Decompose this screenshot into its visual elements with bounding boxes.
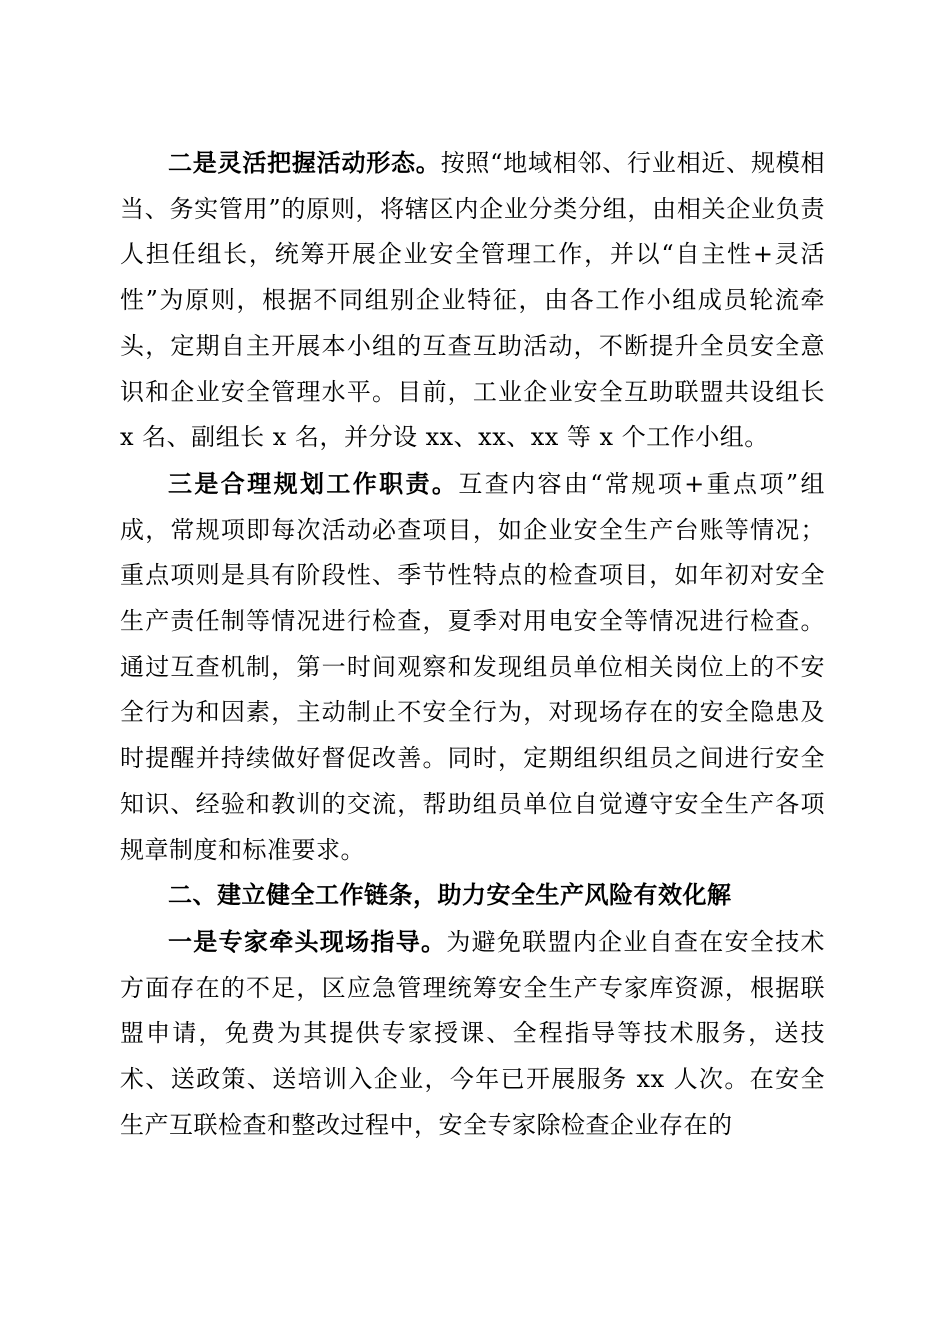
paragraph-flexible-activity-form bbox=[120, 140, 825, 461]
paragraph-lead: 三是合理规划工作职责。 bbox=[168, 468, 459, 498]
paragraph-work-responsibilities bbox=[120, 461, 825, 873]
paragraph-text: 为避免联盟内企业自查在安全技术方面存在的不足，区应急管理统筹安全生产专家库资源，根据联盟申请，免费为其提供专家授课、全程指导等技术服务，送技术、送政策、送培训入企业，今年已开展服务 xx 人次。在安全生产互联检查和整改过程中，安全专家除检查企业存在的 bbox=[120, 927, 826, 1139]
paragraph-lead: 一是专家牵头现场指导。 bbox=[168, 926, 447, 956]
paragraph-lead: 二是灵活把握活动形态。 bbox=[168, 148, 441, 177]
paragraph-text: 按照“地域相邻、行业相近、规模相当、务实管用”的原则，将辖区内企业分类分组，由相关企业负责人担任组长，统筹开展企业安全管理工作，并以“自主性+灵活性”为原则，根据不同组别企业特征，由各工作小组成员轮流牵头，定期自主开展本小组的互查互助活动，不断提升全员安全意识和企业安全管理水平。目前，工业企业安全互助联盟共设组长 x 名、副组长 x 名，并分设 xx、xx、xx 等 x 个工作小组。 bbox=[120, 149, 825, 452]
paragraph-expert-guidance bbox=[120, 919, 825, 1149]
paragraph-text: 互查内容由“常规项+重点项”组成，常规项即每次活动必查项目，如企业安全生产台账等情况；重点项则是具有阶段性、季节性特点的检查项目，如年初对安全生产责任制等情况进行检查，夏季对用电安全等情况进行检查。通过互查机制，第一时间观察和发现组员单位相关岗位上的不安全行为和因素，主动制止不安全行为，对现场存在的安全隐患及时提醒并持续做好督促改善。同时，定期组织组员之间进行安全知识、经验和教训的交流，帮助组员单位自觉遵守安全生产各项规章制度和标准要求。 bbox=[120, 469, 826, 864]
document-body bbox=[120, 140, 825, 1148]
section-heading: 二、建立健全工作链条，助力安全生产风险有效化解 bbox=[168, 881, 732, 910]
